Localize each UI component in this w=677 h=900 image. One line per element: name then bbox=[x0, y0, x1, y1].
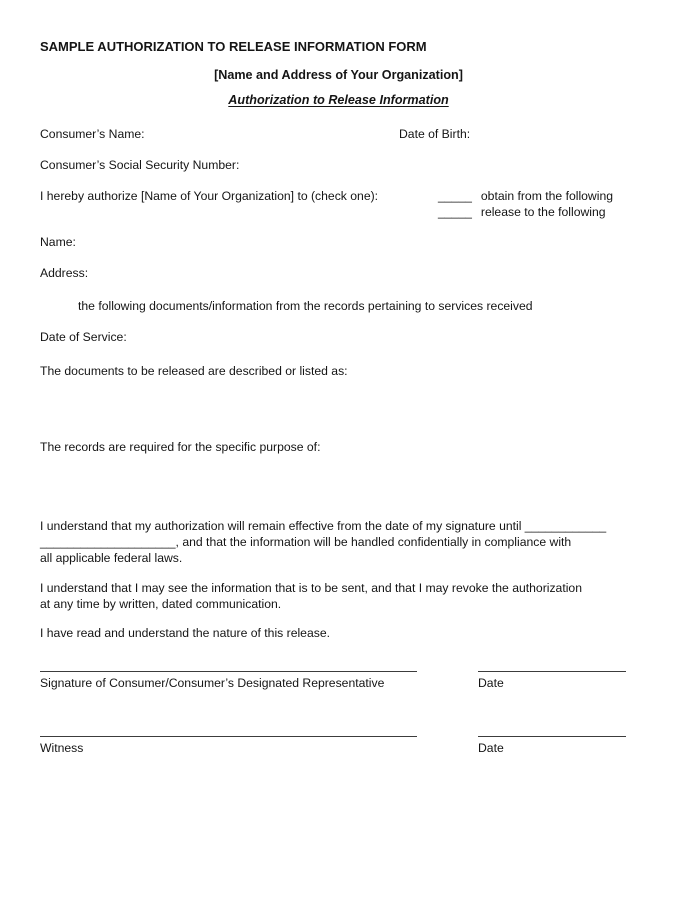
consumer-name-label: Consumer’s Name: bbox=[40, 127, 145, 141]
obtain-option-row bbox=[438, 189, 613, 205]
documents-clause: the following documents/information from the records pertaining to services received bbox=[78, 299, 533, 313]
release-option-row bbox=[438, 205, 613, 221]
records-purpose-label: The records are required for the specific purpose of: bbox=[40, 440, 321, 454]
name-label: Name: bbox=[40, 235, 76, 249]
documents-described-label: The documents to be released are described or listed as: bbox=[40, 364, 348, 378]
signature-date-line bbox=[478, 671, 626, 672]
release-option-label: release to the following bbox=[480, 204, 606, 219]
date-of-birth-label: Date of Birth: bbox=[399, 127, 471, 141]
organization-line: [Name and Address of Your Organization] bbox=[214, 68, 463, 82]
authorization-statement: I hereby authorize [Name of Your Organization] to (check one): bbox=[40, 189, 379, 203]
address-label: Address: bbox=[40, 266, 89, 280]
page-title: SAMPLE AUTHORIZATION TO RELEASE INFORMATION FORM bbox=[40, 39, 427, 54]
witness-label: Witness bbox=[40, 741, 84, 755]
ssn-label: Consumer’s Social Security Number: bbox=[40, 158, 240, 172]
witness-line bbox=[40, 736, 417, 737]
signature-date-label: Date bbox=[478, 676, 504, 690]
effective-paragraph-line1: I understand that my authorization will remain effective from the date of my signature until ____________ bbox=[40, 519, 607, 533]
date-of-service-label: Date of Service: bbox=[40, 330, 127, 344]
obtain-option-label: obtain from the following bbox=[480, 189, 613, 203]
form-heading: Authorization to Release Information bbox=[228, 93, 449, 107]
witness-date-label: Date bbox=[478, 741, 504, 755]
witness-date-line bbox=[478, 736, 626, 737]
release-blank: _____ bbox=[438, 204, 472, 219]
effective-paragraph-line3: all applicable federal laws. bbox=[40, 551, 183, 565]
revocation-paragraph-line1: I understand that I may see the information that is to be sent, and that I may revoke the authorization bbox=[40, 581, 582, 595]
effective-paragraph-line2: ____________________, and that the information will be handled confidentially in compliance with bbox=[40, 535, 572, 549]
revocation-paragraph-line2: at any time by written, dated communication. bbox=[40, 597, 282, 611]
check-one-options bbox=[438, 189, 613, 220]
signature-label: Signature of Consumer/Consumer’s Designated Representative bbox=[40, 676, 385, 690]
signature-line bbox=[40, 671, 417, 672]
obtain-blank: _____ bbox=[438, 189, 472, 203]
acknowledgement-text: I have read and understand the nature of this release. bbox=[40, 626, 330, 640]
form-heading-row bbox=[0, 93, 677, 109]
